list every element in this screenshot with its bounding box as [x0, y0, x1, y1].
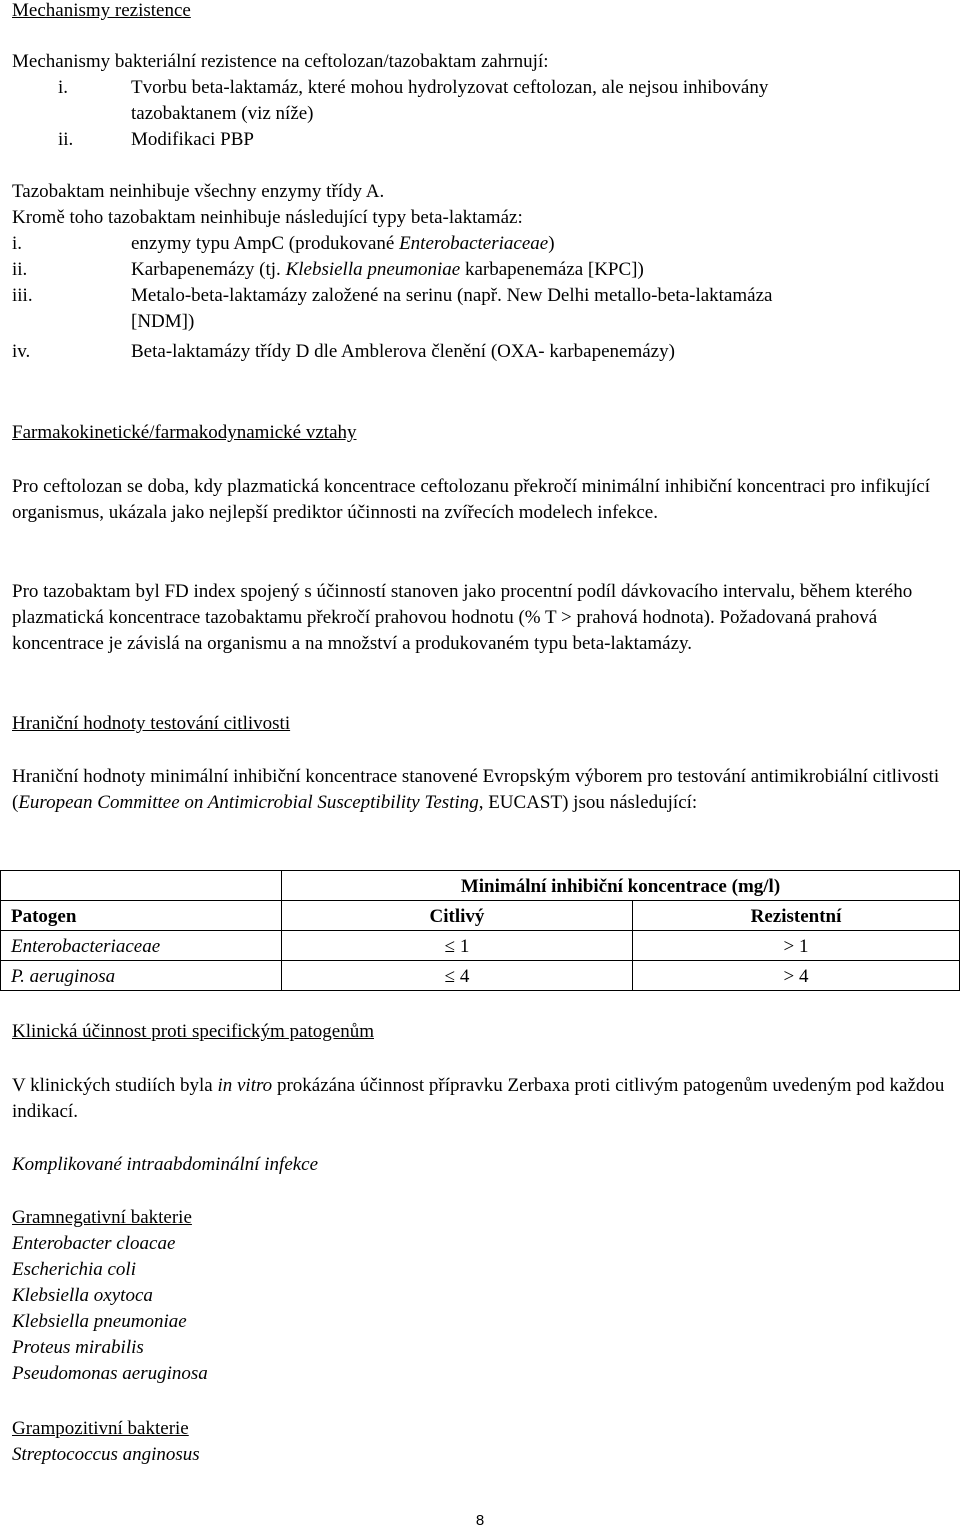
section-heading-pkpd: Farmakokinetické/farmakodynamické vztahy	[12, 422, 357, 443]
gram-positive-heading: Grampozitivní bakterie	[12, 1418, 189, 1439]
list-number: ii.	[12, 259, 28, 280]
pathogen-list-item: Streptococcus anginosus	[12, 1444, 200, 1465]
paragraph: Hraniční hodnoty minimální inhibiční koncentrace stanovené Evropským výborem pro testování antimikrobiální citlivosti (European Committee on Antimicrobial Susceptibility Testing, EUCAST) jsou následující:	[12, 766, 940, 813]
table-cell-resistant: > 4	[633, 961, 960, 991]
list-item-text: Tvorbu beta-laktamáz, které mohou hydrolyzovat ceftolozan, ale nejsou inhibovány	[131, 77, 769, 98]
table-group-header: Minimální inhibiční koncentrace (mg/l)	[282, 871, 960, 901]
table-column-header: Rezistentní	[633, 901, 960, 931]
list-number: iv.	[12, 341, 31, 362]
table-row	[1, 901, 960, 931]
list-item-text: Karbapenemázy (tj. Klebsiella pneumoniae karbapenemáza [KPC])	[131, 259, 644, 280]
table-row	[1, 931, 960, 961]
list-item-text: Beta-laktamázy třídy D dle Amblerova členění (OXA- karbapenemázy)	[131, 341, 675, 362]
pathogen-list-item: Klebsiella oxytoca	[12, 1285, 153, 1306]
indication-heading: Komplikované intraabdominální infekce	[12, 1154, 319, 1175]
table-cell-resistant: > 1	[633, 931, 960, 961]
list-item-text: [NDM])	[131, 311, 195, 332]
list-item-text: Metalo-beta-laktamázy založené na serinu (např. New Delhi metallo-beta-laktamáza	[131, 285, 773, 306]
paragraph: Tazobaktam neinhibuje všechny enzymy třídy A.	[12, 181, 385, 202]
table-cell-pathogen: P. aeruginosa	[1, 961, 282, 991]
list-item-text: enzymy typu AmpC (produkované Enterobacteriaceae)	[131, 233, 555, 254]
pathogen-list-item: Enterobacter cloacae	[12, 1233, 176, 1254]
resistance-intro: Mechanismy bakteriální rezistence na ceftolozan/tazobaktam zahrnují:	[12, 51, 549, 72]
gram-negative-heading: Gramnegativní bakterie	[12, 1207, 192, 1228]
table-row	[1, 961, 960, 991]
pathogen-list-item: Proteus mirabilis	[12, 1337, 144, 1358]
pathogen-list-item: Escherichia coli	[12, 1259, 136, 1280]
paragraph: Pro ceftolozan se doba, kdy plazmatická koncentrace ceftolozanu překročí minimální inhibiční koncentraci pro infikující organismus, ukázala jako nejlepší prediktor účinnosti na zvířecích modelech infekce.	[12, 476, 930, 523]
table-cell-pathogen: Enterobacteriaceae	[1, 931, 282, 961]
list-number: ii.	[58, 129, 74, 150]
pathogen-list-item: Pseudomonas aeruginosa	[12, 1363, 208, 1384]
list-item-text: Modifikaci PBP	[131, 129, 254, 150]
mic-table	[0, 870, 960, 991]
section-heading-resistance: Mechanismy rezistence	[12, 0, 191, 21]
list-number: iii.	[12, 285, 33, 306]
table-cell	[1, 871, 282, 901]
table-cell-sensitive: ≤ 1	[282, 931, 633, 961]
section-heading-clinical-efficacy: Klinická účinnost proti specifickým patogenům	[12, 1021, 374, 1042]
paragraph: Kromě toho tazobaktam neinhibuje následující typy beta-laktamáz:	[12, 207, 523, 228]
list-number: i.	[12, 233, 23, 254]
list-number: i.	[58, 77, 69, 98]
page-number: 8	[475, 1512, 485, 1529]
table-row	[1, 871, 960, 901]
table-column-header: Citlivý	[282, 901, 633, 931]
list-item-text: tazobaktanem (viz níže)	[131, 103, 314, 124]
table-cell-sensitive: ≤ 4	[282, 961, 633, 991]
section-heading-breakpoints: Hraniční hodnoty testování citlivosti	[12, 713, 291, 734]
paragraph: Pro tazobaktam byl FD index spojený s účinností stanoven jako procentní podíl dávkovacího intervalu, během kterého plazmatická koncentrace tazobaktamu překročí prahovou hodnotu (% T > prahová hodnota). Požadovaná prahová koncentrace je závislá na organismu a na množství a produkovaném typu beta-laktamázy.	[12, 581, 913, 654]
paragraph: V klinických studiích byla in vitro prokázána účinnost přípravku Zerbaxa proti citlivým patogenům uvedeným pod každou indikací.	[12, 1075, 945, 1122]
pathogen-list-item: Klebsiella pneumoniae	[12, 1311, 187, 1332]
table-column-header: Patogen	[1, 901, 282, 931]
